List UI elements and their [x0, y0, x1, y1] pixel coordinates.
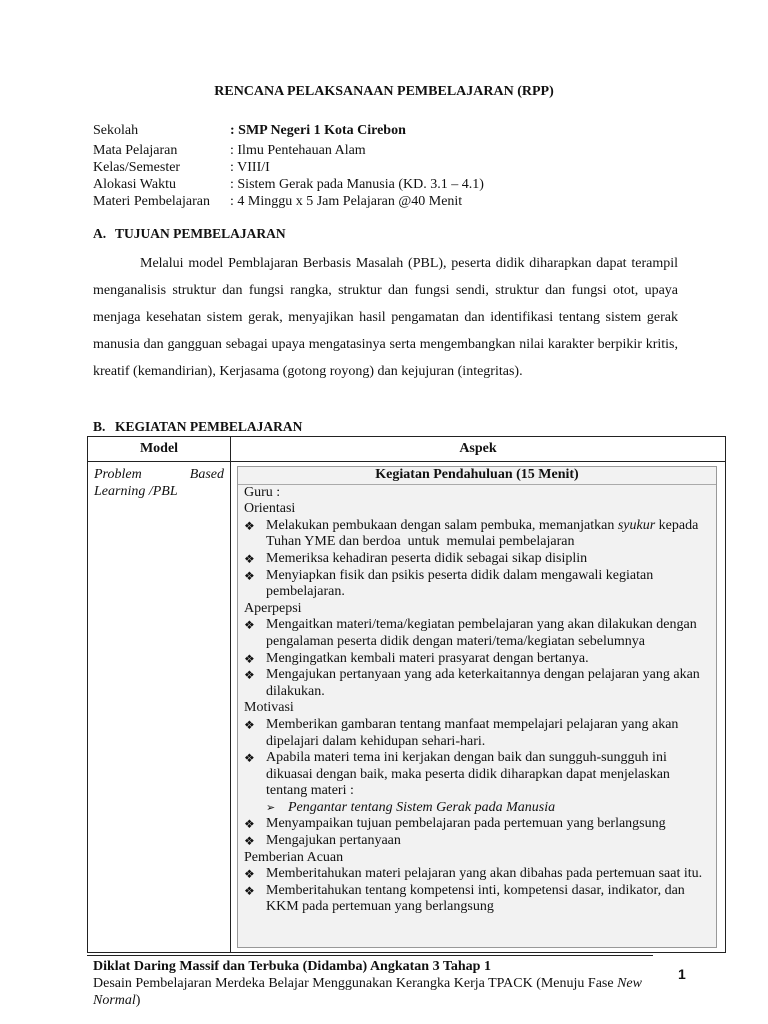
diamond-bullet-icon: ❖	[244, 834, 255, 849]
list-item-text: Memberitahukan tentang kompetensi inti, kompetensi dasar, indikator, dan KKM pada pertemuan yang berlangsung	[266, 882, 685, 915]
footer-subtitle-emphasis: New Normal	[93, 976, 642, 1008]
diamond-bullet-icon: ❖	[244, 651, 255, 666]
identity-value: : VIII/I	[230, 160, 270, 175]
footer	[93, 958, 673, 1009]
list-item	[244, 651, 708, 668]
diamond-bullet-icon: ❖	[244, 668, 255, 683]
model-line: Learning /PBL	[94, 484, 178, 499]
diamond-bullet-icon: ❖	[244, 618, 255, 633]
list-item	[244, 568, 708, 601]
motivasi-label: Motivasi	[244, 700, 294, 716]
list-item	[244, 617, 708, 650]
model-word: Based	[189, 467, 224, 482]
section-a-heading	[93, 226, 286, 242]
guru-label: Guru :	[244, 484, 281, 500]
footer-subtitle-text: Desain Pembelajaran Merdeka Belajar Menggunakan Kerangka Kerja TPACK (Menuju Fase	[93, 976, 618, 991]
list-item-text: Mengajukan pertanyaan yang ada keterkaitannya dengan pelajaran yang akan dilakukan.	[266, 667, 700, 699]
diamond-bullet-icon: ❖	[244, 568, 255, 583]
list-item	[244, 866, 708, 883]
arrow-bullet-icon: ➢	[266, 801, 276, 814]
list-item-text: Mengingatkan kembali materi prasyarat dengan bertanya.	[266, 650, 589, 666]
list-item	[244, 518, 708, 551]
list-item-text: Melakukan pembukaan dengan salam pembuka, memanjatkan syukur kepada Tuhan YME dan berdoa untuk memulai pembelajaran	[266, 517, 699, 550]
list-item-text: Memeriksa kehadiran peserta didik sebagai sikap disiplin	[266, 550, 588, 566]
list-item	[244, 816, 708, 833]
section-number: B.	[93, 419, 106, 434]
diamond-bullet-icon: ❖	[244, 551, 255, 566]
section-title: TUJUAN PEMBELAJARAN	[115, 226, 286, 241]
list-item	[244, 883, 708, 916]
aspect-cell	[231, 462, 726, 953]
list-item-text: Memberikan gambaran tentang manfaat mempelajari pelajaran yang akan dipelajari dalam kehidupan sehari-hari.	[266, 716, 679, 749]
identity-row	[93, 122, 484, 139]
list-item-text: Mengajukan pertanyaan	[266, 833, 401, 849]
diamond-bullet-icon: ❖	[244, 867, 255, 882]
diamond-bullet-icon: ❖	[244, 817, 255, 832]
section-title: KEGIATAN PEMBELAJARAN	[115, 419, 303, 434]
identity-label: Alokasi Waktu	[93, 177, 176, 192]
model-cell	[88, 462, 231, 953]
model-word: Problem	[94, 467, 142, 482]
list-item-text: Menyampaikan tujuan pembelajaran pada pertemuan yang berlangsung	[266, 816, 666, 832]
list-item	[244, 750, 708, 800]
table-header-row	[88, 437, 726, 462]
tujuan-paragraph: Melalui model Pemblajaran Berbasis Masalah (PBL), peserta didik diharapkan dapat terampil menganalisis struktur dan fungsi rangka, struktur dan fungsi sendi, struktur dan fungsi otot, upaya menjaga kesehatan sistem gerak, menyajikan hasil pengamatan dan identifikasi tentang sistem gerak manusia dan gangguan sebagai upaya mengatasinya serta mengembangkan nilai karakter berpikir kritis, kreatif (kemandirian), Kerjasama (gotong royong) dan kejujuran (integritas).	[93, 256, 678, 379]
footer-subtitle-end: )	[135, 993, 141, 1008]
diamond-bullet-icon: ❖	[244, 518, 255, 533]
sub-list-item	[244, 800, 708, 817]
list-item	[244, 833, 708, 850]
list-item-text: Memberitahukan materi pelajaran yang akan dibahas pada pertemuan saat itu.	[266, 866, 703, 882]
identity-row	[93, 159, 484, 176]
list-item-text: Apabila materi tema ini kerjakan dengan baik dan sungguh-sungguh ini dikuasai dengan baik, maka peserta didik diharapkan dapat menjelaskan tentang materi :	[266, 750, 670, 799]
section-b-heading	[93, 419, 302, 435]
identity-label: Materi Pembelajaran	[93, 194, 211, 209]
identity-label: Kelas/Semester	[93, 160, 181, 175]
identity-row	[93, 142, 484, 159]
sub-item-text: Pengantar tentang Sistem Gerak pada Manusia	[288, 799, 556, 815]
list-item	[244, 717, 708, 750]
acuan-label: Pemberian Acuan	[244, 849, 344, 865]
identity-row	[93, 176, 484, 193]
list-item	[244, 667, 708, 700]
identity-label: Mata Pelajaran	[93, 143, 178, 158]
orientasi-label: Orientasi	[244, 501, 296, 517]
identity-value: : Ilmu Pentehauan Alam	[230, 143, 366, 158]
identity-block	[93, 122, 484, 210]
activity-title: Kegiatan Pendahuluan (15 Menit)	[238, 467, 716, 485]
col-aspek-header: Aspek	[231, 437, 726, 462]
diamond-bullet-icon: ❖	[244, 717, 255, 732]
diamond-bullet-icon: ❖	[244, 883, 255, 898]
identity-row	[93, 193, 484, 210]
identity-value: : SMP Negeri 1 Kota Cirebon	[230, 123, 406, 138]
table-row	[88, 462, 726, 953]
identity-value: : 4 Minggu x 5 Jam Pelajaran @40 Menit	[230, 194, 463, 209]
page-title: RENCANA PELAKSANAAN PEMBELAJARAN (RPP)	[214, 84, 554, 99]
footer-subtitle	[93, 975, 673, 1009]
diamond-bullet-icon: ❖	[244, 751, 255, 766]
col-model-header: Model	[88, 437, 231, 462]
identity-value: : Sistem Gerak pada Manusia (KD. 3.1 – 4.1)	[230, 177, 484, 192]
footer-title: Diklat Daring Massif dan Terbuka (Didamba) Angkatan 3 Tahap 1	[93, 959, 491, 974]
list-item-text: Mengaitkan materi/tema/kegiatan pembelajaran yang akan dilakukan dengan pengalaman peserta didik dengan materi/tema/kegiatan sebelumnya	[266, 617, 697, 649]
footer-divider	[87, 955, 653, 956]
apersepsi-label: Aperpepsi	[244, 600, 302, 616]
activity-table	[87, 436, 726, 953]
identity-label: Sekolah	[93, 123, 139, 138]
activity-box	[237, 466, 717, 948]
section-number: A.	[93, 226, 107, 241]
page-number: 1	[678, 966, 686, 982]
list-item-text: Menyiapkan fisik dan psikis peserta didik dalam mengawali kegiatan pembelajaran.	[266, 567, 654, 600]
list-item	[244, 551, 708, 568]
